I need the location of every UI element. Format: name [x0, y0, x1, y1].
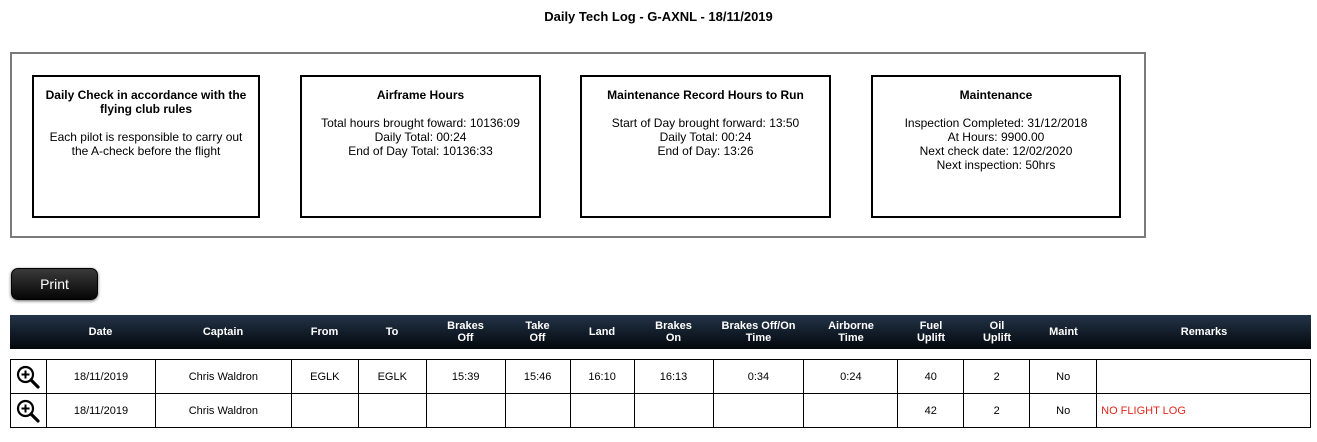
summary-panel [10, 52, 1146, 238]
column-header-maint: Maint [1049, 326, 1078, 338]
card-text: At Hours: 9900.00 [947, 130, 1045, 144]
cell-oil-uplift: 2 [964, 394, 1030, 428]
cell-from [291, 394, 358, 428]
cell-brakes-off: 15:39 [426, 360, 505, 394]
column-header-from: From [310, 326, 339, 338]
cell-captain: Chris Waldron [155, 360, 291, 394]
header-icon-spacer [10, 315, 46, 349]
card-heading: Maintenance Record Hours to Run [607, 88, 804, 102]
cell-brakes-time [713, 394, 804, 428]
card-text: End of Day: 13:26 [657, 144, 754, 158]
cell-maint: No [1030, 394, 1097, 428]
row-view-cell [11, 394, 47, 428]
column-header-fuel-uplift: Fuel Uplift [916, 320, 946, 344]
maintenance-record-card [580, 75, 831, 218]
cell-take-off: 15:46 [505, 360, 570, 394]
cell-brakes-time: 0:34 [713, 360, 804, 394]
card-text: Next inspection: 50hrs [936, 158, 1056, 172]
card-text: Each pilot is responsible to carry out the A-check before the flight [49, 130, 243, 158]
print-button[interactable]: Print [11, 268, 98, 300]
column-header-date: Date [88, 326, 113, 338]
table-header [10, 315, 1311, 349]
column-header-take-off: Take Off [525, 320, 550, 344]
cell-brakes-on [634, 394, 713, 428]
card-text: Total hours brought foward: 10136:09 [321, 116, 520, 130]
cell-date: 18/11/2019 [46, 360, 155, 394]
cell-airborne-time: 0:24 [804, 360, 898, 394]
card-text: End of Day Total: 10136:33 [348, 144, 493, 158]
cell-remarks [1097, 360, 1311, 394]
page-title: Daily Tech Log - G-AXNL - 18/11/2019 [544, 9, 773, 24]
column-header-brakes-on: Brakes On [655, 320, 692, 344]
cell-maint: No [1030, 360, 1097, 394]
card-text: Start of Day brought forward: 13:50 [611, 116, 800, 130]
cell-brakes-on: 16:13 [634, 360, 713, 394]
cell-to [358, 394, 426, 428]
column-header-brakes-time: Brakes Off/On Time [721, 320, 796, 344]
tech-log-table [10, 359, 1311, 428]
column-header-airborne-time: Airborne Time [828, 320, 874, 344]
daily-check-card [32, 75, 260, 218]
cell-land: 16:10 [570, 360, 634, 394]
cell-to: EGLK [358, 360, 426, 394]
row-view-cell [11, 360, 47, 394]
card-heading: Airframe Hours [376, 88, 465, 102]
card-heading: Maintenance [959, 88, 1033, 102]
column-header-captain: Captain [202, 326, 244, 338]
card-text: Daily Total: 00:24 [374, 130, 467, 144]
cell-brakes-off [426, 394, 505, 428]
maintenance-card [871, 75, 1121, 218]
column-header-land: Land [588, 326, 616, 338]
card-text: Next check date: 12/02/2020 [919, 144, 1073, 158]
cell-remarks: NO FLIGHT LOG [1097, 394, 1311, 428]
zoom-in-icon[interactable] [15, 398, 41, 424]
table-row [11, 360, 1311, 394]
cell-from: EGLK [291, 360, 358, 394]
cell-airborne-time [804, 394, 898, 428]
card-heading: Daily Check in accordance with the flying club rules [45, 88, 247, 116]
card-text: Inspection Completed: 31/12/2018 [904, 116, 1088, 130]
cell-land [570, 394, 634, 428]
cell-date: 18/11/2019 [46, 394, 155, 428]
cell-take-off [505, 394, 570, 428]
cell-oil-uplift: 2 [964, 360, 1030, 394]
card-text: Daily Total: 00:24 [659, 130, 752, 144]
zoom-in-icon[interactable] [15, 364, 41, 390]
airframe-hours-card [300, 75, 541, 218]
column-header-remarks: Remarks [1180, 326, 1228, 338]
cell-fuel-uplift: 42 [898, 394, 964, 428]
column-header-to: To [385, 326, 399, 338]
table-row [11, 394, 1311, 428]
cell-fuel-uplift: 40 [898, 360, 964, 394]
column-header-oil-uplift: Oil Uplift [982, 320, 1012, 344]
column-header-brakes-off: Brakes Off [447, 320, 484, 344]
cell-captain: Chris Waldron [155, 394, 291, 428]
